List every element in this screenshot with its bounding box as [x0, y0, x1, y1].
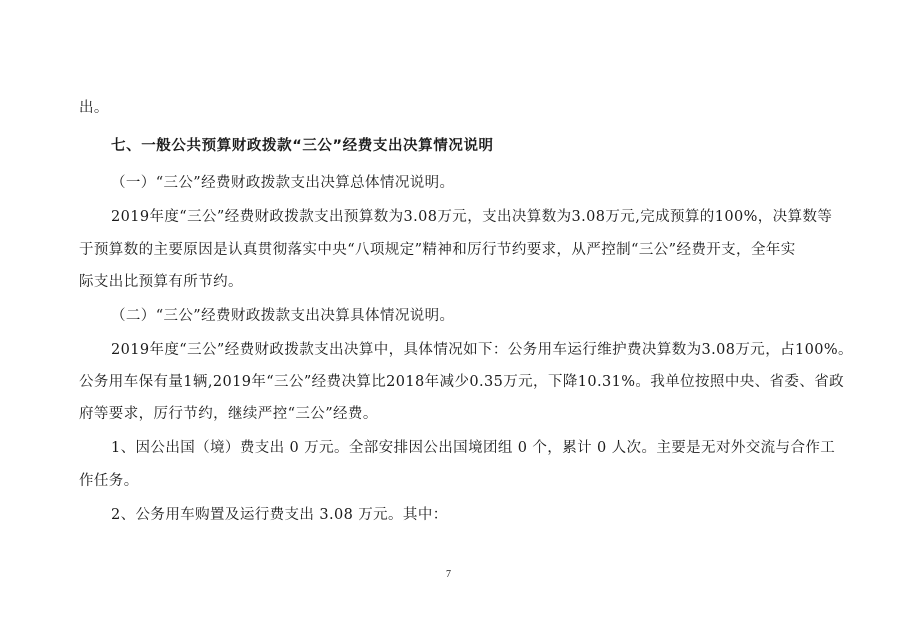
- paragraph-2-line-3: 府等要求，厉行节约，继续严控“三公”经费。: [79, 406, 378, 422]
- paragraph-3-line-1: 1、因公出国（境）费支出 0 万元。全部安排因公出国境团组 0 个，累计 0 人次。主要是无对外交流与合作工: [111, 440, 836, 456]
- subsection-heading-2: （二）“三公”经费财政拨款支出决算具体情况说明。: [111, 308, 455, 324]
- paragraph-1-line-3: 际支出比预算有所节约。: [79, 274, 243, 290]
- page-number: 7: [446, 569, 451, 580]
- paragraph-1-line-2: 于预算数的主要原因是认真贯彻落实中央“八项规定”精神和厉行节约要求，从严控制“三公”经费开支，全年实: [79, 242, 796, 258]
- section-heading: 七、一般公共预算财政拨款“三公”经费支出决算情况说明: [111, 138, 494, 154]
- subsection-heading-1: （一）“三公”经费财政拨款支出决算总体情况说明。: [111, 175, 455, 191]
- paragraph-1-line-1: 2019年度“三公”经费财政拨款支出预算数为3.08万元，支出决算数为3.08万元,完成预算的100%，决算数等: [111, 209, 833, 225]
- paragraph-2-line-1: 2019年度“三公”经费财政拨款支出决算中，具体情况如下：公务用车运行维护费决算数为3.08万元，占100%。: [111, 342, 853, 358]
- paragraph-3-line-2: 作任务。: [79, 473, 139, 489]
- paragraph-continuation: 出。: [79, 100, 109, 116]
- paragraph-2-line-2: 公务用车保有量1辆,2019年“三公”经费决算比2018年减少0.35万元，下降10.31%。我单位按照中央、省委、省政: [79, 374, 845, 390]
- paragraph-4-line-1: 2、公务用车购置及运行费支出 3.08 万元。其中：: [111, 507, 448, 523]
